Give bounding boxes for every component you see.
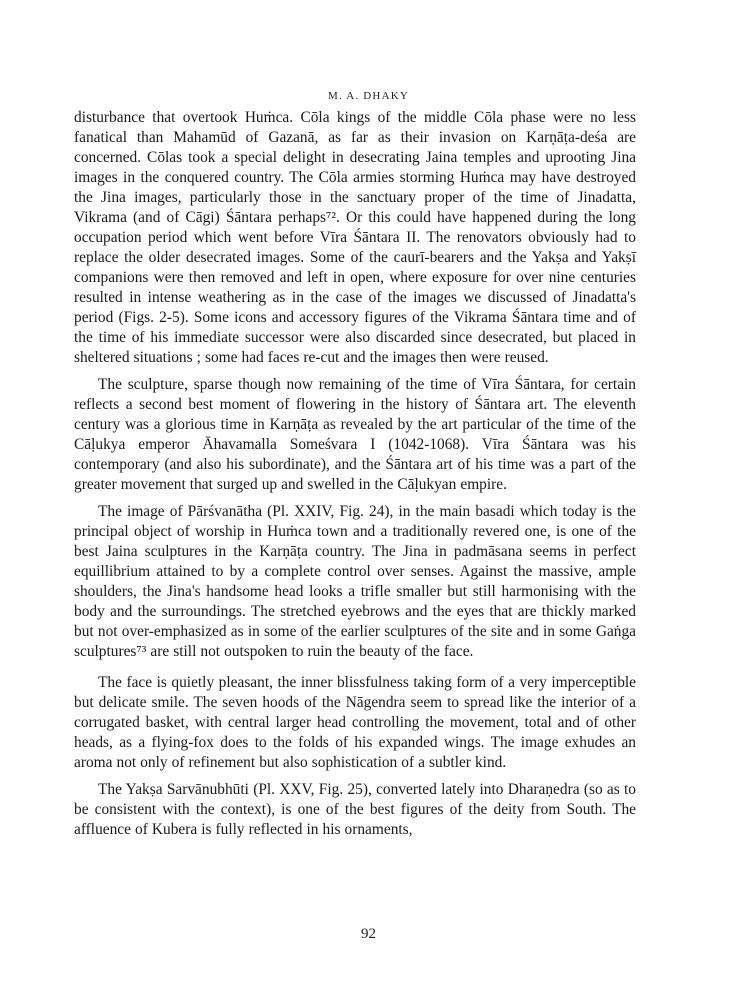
paragraph: The Yakṣa Sarvānubhūti (Pl. XXV, Fig. 25), converted lately into Dharaṇedra (so as to be consistent with the context), is one of the best figures of the deity from South. The affluence of Kubera is fully reflected in his ornaments, bbox=[74, 781, 636, 838]
paragraph: The face is quietly pleasant, the inner blissfulness taking form of a very imperceptible but delicate smile. The seven hoods of the Nāgendra seem to spread like the interior of a corrugated basket, with central larger head controlling the movement, total and of other heads, as a flying-fox does to the folds of his expanded wings. The image exhudes an aroma not only of refinement but also sophistication of a subtler kind. bbox=[74, 674, 636, 771]
page-number: 92 bbox=[361, 926, 376, 942]
body-text bbox=[74, 108, 636, 847]
running-head: M. A. DHAKY bbox=[327, 90, 410, 102]
paragraph: disturbance that overtook Huṁca. Cōla kings of the middle Cōla phase were no less fanatical than Mahamūd of Gazanā, as far as their invasion on Karṇāṭa-deśa are concerned. Cōlas took a special delight in desecrating Jaina temples and uprooting Jina images in the conquered country. The Cōla armies storming Huṁca may have destroyed the Jina images, particularly those in the sanctuary proper of the time of Jinadatta, Vikrama (and of Cāgi) Śāntara perhaps⁷². Or this could have happened during the long occupation period which went before Vīra Śāntara II. The renovators obviously had to replace the older desecrated images. Some of the caurī-bearers and the Yakṣa and Yakṣī companions were then removed and left in open, where exposure for over nine centuries resulted in intense weathering as in the case of the images we discussed of Jinadatta's period (Figs. 2-5). Some icons and accessory figures of the Vikrama Śāntara time and of the time of his immediate successor were also discarded since desecrated, but placed in sheltered situations ; some had faces re-cut and the images then were reused. bbox=[74, 109, 636, 366]
paragraph: The image of Pārśvanātha (Pl. XXIV, Fig. 24), in the main basadi which today is the principal object of worship in Huṁca town and a traditionally revered one, is one of the best Jaina sculptures in the Karṇāṭa country. The Jina in padmāsana seems in perfect equillibrium attained to by a complete control over senses. Against the massive, ample shoulders, the Jina's handsome head looks a trifle smaller but still harmonising with the body and the surroundings. The stretched eyebrows and the eyes that are thickly marked but not over-emphasized as in some of the earlier sculptures of the site and in some Gaṅga sculptures⁷³ are still not outspoken to ruin the beauty of the face. bbox=[74, 503, 636, 660]
paragraph: The sculpture, sparse though now remaining of the time of Vīra Śāntara, for certain reflects a second best moment of flowering in the history of Śāntara art. The eleventh century was a glorious time in Karṇāṭa as revealed by the art particular of the time of the Cāḷukya emperor Āhavamalla Someśvara I (1042-1068). Vīra Śāntara was his contemporary (and also his subordinate), and the Śāntara art of his time was a part of the greater movement that surged up and swelled in the Cāḷukyan empire. bbox=[74, 376, 636, 493]
